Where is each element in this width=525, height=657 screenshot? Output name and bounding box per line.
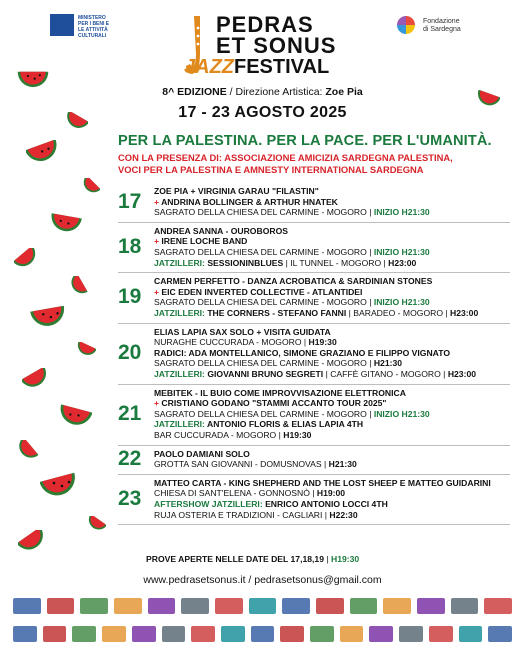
festival-title	[180, 6, 355, 82]
ministry-line: MINISTERO	[78, 15, 106, 21]
day-number: 17	[118, 189, 142, 213]
program-line	[154, 327, 514, 338]
program-line	[154, 207, 514, 218]
watermelon-slice-icon	[14, 248, 42, 272]
sponsor-row	[10, 598, 515, 618]
venue-text: | BARADEO - MOGORO |	[346, 307, 451, 318]
artist-name: CRISTIANO GODANO "STAMMI ACCANTO TOUR 2025"	[161, 398, 387, 409]
sponsor-logo	[132, 626, 156, 642]
sponsor-logo	[43, 626, 67, 642]
watermelon-slice-icon	[12, 440, 38, 462]
jatzilleri-label: JATZILLERI:	[154, 368, 208, 379]
direction-label: Direzione Artistica:	[235, 86, 326, 98]
time-text: H19:00	[316, 488, 346, 499]
program-day	[118, 474, 510, 525]
artist-name: ANDREA SANNA - OUROBOROS	[154, 225, 288, 236]
day-number: 20	[118, 341, 142, 365]
program-line	[154, 287, 514, 298]
festival-dates: 17 - 23 AGOSTO 2025	[178, 104, 347, 121]
program-line	[154, 510, 514, 521]
sponsor-logo	[484, 598, 512, 614]
venue-text: CHIESA DI SANT'ELENA - GONNOSNÒ |	[154, 488, 317, 499]
program-line	[154, 258, 514, 269]
plus-sign: +	[154, 196, 162, 207]
program-line	[154, 430, 514, 441]
venue-text: SAGRATO DELLA CHIESA DEL CARMINE - MOGORO |	[154, 358, 374, 369]
act-name: THE CORNERS - STEFANO FANNI	[207, 307, 347, 318]
jatzilleri-label: AFTERSHOW JATZILLERI:	[154, 498, 266, 509]
fondazione-logo	[397, 14, 507, 44]
time-text: H21:30	[373, 358, 403, 369]
open-rehearsals: PROVE APERTE NELLE DATE DEL 17,18,19 | H19:30	[146, 554, 360, 564]
plus-sign: +	[154, 398, 162, 409]
program-line	[154, 337, 514, 348]
edition-number: 8^ EDIZIONE	[162, 86, 227, 98]
venue-text: SAGRATO DELLA CHIESA DEL CARMINE - MOGORO |	[154, 297, 374, 308]
title-festival: FESTIVAL	[234, 56, 330, 78]
edition-sep: /	[226, 86, 236, 98]
program-line	[154, 449, 514, 460]
watermelon-slice-icon	[48, 212, 82, 240]
act-name: SESSIONINBLUES	[207, 257, 284, 268]
venue-text: SAGRATO DELLA CHIESA DEL CARMINE - MOGORO |	[154, 408, 374, 419]
time-text: H19:30	[283, 429, 312, 440]
program-line	[154, 488, 514, 499]
day-number: 19	[118, 285, 142, 309]
program-day	[118, 182, 510, 223]
prove-label: PROVE APERTE NELLE DATE DEL 17,18,19	[146, 554, 324, 564]
watermelon-slice-icon	[78, 178, 100, 196]
sponsor-logo	[316, 598, 344, 614]
time-text: H21:30	[328, 459, 357, 470]
director-name: Zoe Pia	[325, 86, 363, 98]
artist-name: CARMEN PERFETTO - DANZA ACROBATICA & SARDINIAN STONES	[154, 276, 433, 287]
sponsor-logo	[280, 626, 304, 642]
artist-name: MEBITEK - IL BUIO COME IMPROVVISAZIONE ELETTRONICA	[154, 387, 406, 398]
sponsor-logo	[340, 626, 364, 642]
watermelon-slice-icon	[56, 404, 92, 434]
sponsor-logo	[80, 598, 108, 614]
program-line	[154, 236, 514, 247]
sponsor-logo	[181, 598, 209, 614]
watermelon-slice-icon	[40, 472, 80, 506]
program-line	[154, 226, 514, 237]
sponsor-logo	[249, 598, 277, 614]
program-line	[154, 197, 514, 208]
program-line	[154, 297, 514, 308]
sponsor-logo	[383, 598, 411, 614]
venue-text: | IL TUNNEL - MOGORO |	[283, 257, 389, 268]
start-time: INIZIO H21:30	[373, 408, 430, 419]
sponsor-logo	[148, 598, 176, 614]
title-line-3	[184, 56, 329, 79]
act-name: ANTONIO FLORIS & ELIAS LAPIA 4TH	[207, 419, 364, 430]
ministry-line: PER I BENI E	[78, 21, 110, 27]
program-day	[118, 445, 510, 475]
program-day	[118, 272, 510, 323]
venue-text: SAGRATO DELLA CHIESA DEL CARMINE - MOGORO |	[154, 246, 374, 257]
day-number: 22	[118, 447, 142, 471]
sponsor-logo	[350, 598, 378, 614]
fondazione-line: Fondazione	[423, 18, 460, 25]
presence-line: VOCI PER LA PALESTINA E AMNESTY INTERNATIONAL SARDEGNA	[118, 164, 424, 175]
day-number: 21	[118, 402, 142, 426]
sponsor-logo	[72, 626, 96, 642]
venue-text: BAR CUCCURADA - MOGORO |	[154, 429, 284, 440]
program-line	[154, 409, 514, 420]
program-day	[118, 384, 510, 446]
program-line	[154, 358, 514, 369]
watermelon-slice-icon	[22, 368, 52, 394]
venue-text: GROTTA SAN GIOVANNI - DOMUSNOVAS |	[154, 459, 329, 470]
start-time: INIZIO H21:30	[373, 246, 430, 257]
program-day	[118, 222, 510, 273]
sponsor-logo	[310, 626, 334, 642]
watermelon-slice-icon	[74, 342, 96, 360]
time-text: H19:30	[308, 337, 337, 348]
time-text: H23:00	[388, 257, 417, 268]
program-line	[154, 348, 514, 359]
program-line	[154, 398, 514, 409]
program-line	[154, 459, 514, 470]
artist-name: RADICI: ADA MONTELLANICO, SIMONE GRAZIANO E FILIPPO VIGNATO	[154, 347, 451, 358]
sponsor-logo	[191, 626, 215, 642]
venue-text: SAGRATO DELLA CHIESA DEL CARMINE - MOGORO |	[154, 207, 374, 218]
start-time: INIZIO H21:30	[373, 297, 430, 308]
artist-name: EIC EDEN INVERTED COLLECTIVE - ATLANTIDEI	[161, 286, 363, 297]
sponsor-logo	[417, 598, 445, 614]
sponsor-logo	[282, 598, 310, 614]
day-number: 18	[118, 234, 142, 258]
artist-name: PAOLO DAMIANI SOLO	[154, 448, 250, 459]
sponsor-logo	[459, 626, 483, 642]
sponsor-logo	[221, 626, 245, 642]
presence-note	[118, 152, 518, 176]
fondazione-emblem-icon	[397, 16, 415, 34]
artist-name: ELIAS LAPIA SAX SOLO + VISITA GUIDATA	[154, 326, 331, 337]
program-line	[154, 308, 514, 319]
sponsor-logo	[13, 626, 37, 642]
program-line	[154, 369, 514, 380]
start-time: INIZIO H21:30	[373, 207, 430, 218]
venue-text: | CAFFÈ GITANO - MOGORO |	[323, 368, 448, 379]
act-name: ENRICO ANTONIO LOCCI 4TH	[265, 498, 388, 509]
plus-sign: +	[154, 236, 162, 247]
sponsor-logo	[13, 598, 41, 614]
venue-text: RUJA OSTERIA E TRADIZIONI - CAGLIARI |	[154, 509, 330, 520]
watermelon-slice-icon	[18, 530, 50, 556]
sponsor-logo	[215, 598, 243, 614]
motto: PER LA PALESTINA. PER LA PACE. PER L'UMANITÀ.	[118, 133, 492, 149]
presence-line: CON LA PRESENZA DI: ASSOCIAZIONE AMICIZIA SARDEGNA PALESTINA,	[118, 152, 453, 163]
plus-sign: +	[154, 286, 162, 297]
artist-name: ZOE PIA + VIRGINIA GARAU "FILASTIN"	[154, 186, 319, 196]
watermelon-slice-icon	[64, 276, 88, 296]
time-text: H23:00	[447, 368, 476, 379]
day-number: 23	[118, 486, 142, 510]
program-line	[154, 276, 514, 287]
contact-line[interactable]: www.pedrasetsonus.it / pedrasetsonus@gmail.com	[143, 574, 382, 586]
title-jazz: JAZZ	[184, 56, 234, 78]
fondazione-line: di Sardegna	[423, 26, 461, 33]
prove-time: H19:30	[331, 554, 360, 564]
program-line	[154, 388, 514, 399]
ministry-line: CULTURALI	[78, 33, 107, 39]
sponsor-logo	[251, 626, 275, 642]
time-text: H22:30	[329, 509, 358, 520]
program-line	[154, 419, 514, 430]
program-line	[154, 247, 514, 258]
jatzilleri-label: JATZILLERI:	[154, 307, 208, 318]
sponsor-logo	[47, 598, 75, 614]
artist-name: IRENE LOCHE BAND	[161, 236, 248, 247]
watermelon-slice-icon	[30, 304, 68, 336]
sponsor-logo	[488, 626, 512, 642]
artist-name: ANDRINA BOLLINGER & ARTHUR HNATEK	[161, 196, 338, 207]
sponsor-logo	[102, 626, 126, 642]
sponsor-logo	[162, 626, 186, 642]
program-line	[154, 186, 514, 197]
program-line	[154, 499, 514, 510]
time-text: H23:00	[450, 307, 479, 318]
title-line-2: ET SONUS	[216, 33, 337, 58]
act-name: GIOVANNI BRUNO SEGRETI	[207, 368, 324, 379]
edition-line	[0, 86, 525, 98]
program-line	[154, 478, 514, 489]
sponsor-logo	[451, 598, 479, 614]
program-day	[118, 323, 510, 385]
sponsor-row	[10, 626, 515, 646]
jatzilleri-label: JATZILLERI:	[154, 419, 207, 430]
watermelon-slice-icon	[26, 140, 62, 170]
title-line-1: PEDRAS	[216, 12, 314, 37]
sponsor-logo	[114, 598, 142, 614]
jatzilleri-label: JATZILLERI:	[154, 257, 208, 268]
watermelon-slice-icon	[84, 516, 106, 534]
sponsor-logo	[429, 626, 453, 642]
venue-text: NURAGHE CUCCURADA - MOGORO |	[154, 337, 309, 348]
artist-name: MATTEO CARTA - KING SHEPHERD AND THE LOST SHEEP E MATTEO GUIDARINI	[154, 477, 491, 488]
sponsor-logo	[399, 626, 423, 642]
ministry-logo	[50, 14, 130, 40]
ministry-emblem-icon	[50, 14, 74, 36]
ministry-line: LE ATTIVITÀ	[78, 27, 108, 33]
sponsor-logo	[369, 626, 393, 642]
